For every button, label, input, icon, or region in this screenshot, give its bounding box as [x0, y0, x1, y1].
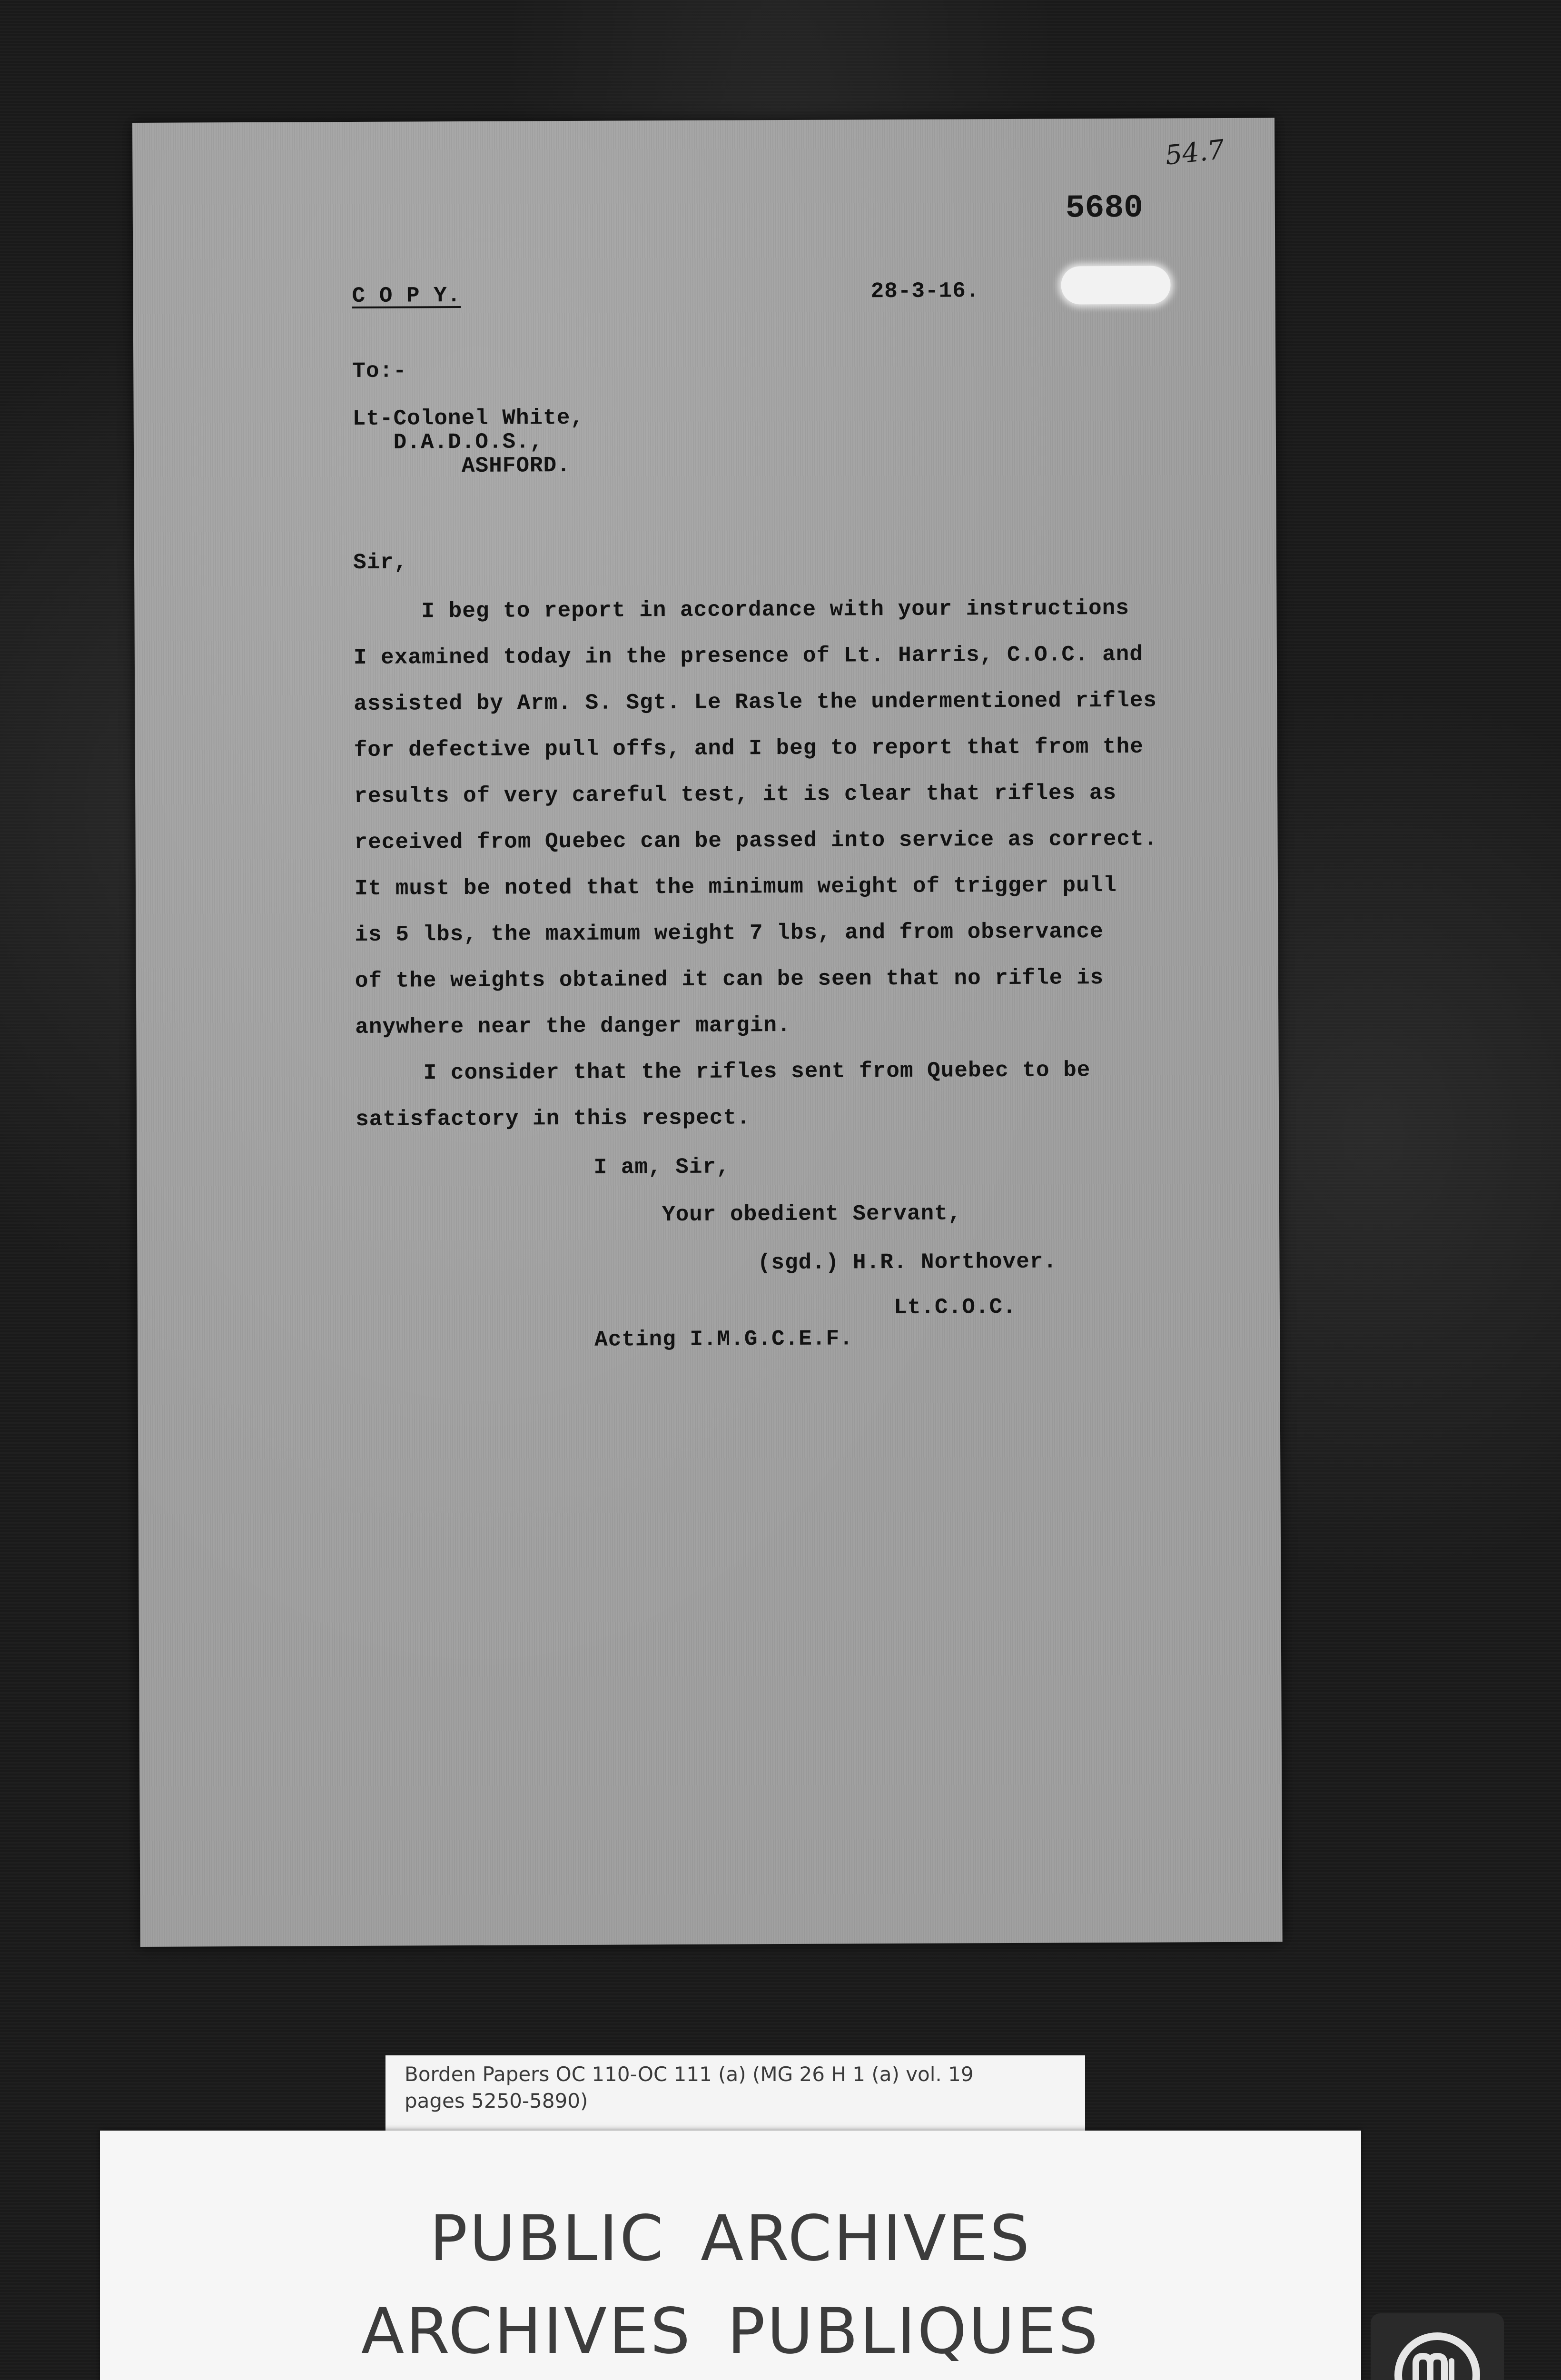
body-line: for defective pull offs, and I beg to report that from the [354, 734, 1144, 763]
copy-heading: C O P Y. [352, 283, 461, 308]
archives-card [100, 2131, 1361, 2380]
body-line: assisted by Arm. S. Sgt. Le Rasle the undermentioned rifles [354, 688, 1157, 716]
closing-line: Your obedient Servant, [593, 1201, 962, 1228]
addressee-line: Lt-Colonel White, [352, 405, 584, 431]
source-line: Borden Papers OC 110-OC 111 (a) (MG 26 H 1 (a) vol. 19 [405, 2063, 974, 2086]
body-line: I beg to report in accordance with your instructions [353, 595, 1130, 624]
body-line: is 5 lbs, the maximum weight 7 lbs, and from observance [355, 919, 1104, 947]
source-line: pages 5250-5890) [405, 2089, 588, 2112]
body-line: results of very careful test, it is clear that rifles as [354, 780, 1117, 809]
acting-title-line: Acting I.M.G.C.E.F. [594, 1326, 853, 1352]
source-reference-label [385, 2055, 1085, 2132]
archives-title-french: ARCHIVES PUBLIQUES [361, 2295, 1100, 2368]
body-line: I examined today in the presence of Lt. Harris, C.O.C. and [353, 642, 1144, 670]
body-line: satisfactory in this respect. [356, 1105, 751, 1132]
letter-sheet [132, 118, 1283, 1947]
salutation: Sir, [353, 550, 408, 575]
stamp-number: 5680 [1065, 189, 1144, 227]
rank-line: Lt.C.O.C. [594, 1294, 1017, 1321]
body-line: of the weights obtained it can be seen that no rifle is [355, 965, 1104, 993]
handwritten-reference: 54.7 [1164, 134, 1226, 171]
body-line: It must be noted that the minimum weight of trigger pull [354, 873, 1117, 901]
archives-title-english: PUBLIC ARCHIVES [429, 2202, 1032, 2275]
body-line: received from Quebec can be passed into service as correct. [354, 826, 1158, 855]
to-label: To:- [352, 358, 407, 384]
letter-date: 28-3-16. [870, 278, 980, 304]
body-line: I consider that the rifles sent from Quebec to be [355, 1058, 1091, 1086]
addressee-line: ASHFORD. [353, 453, 571, 479]
body-line: anywhere near the danger margin. [355, 1012, 791, 1040]
addressee-line: D.A.D.O.S., [352, 429, 543, 455]
closing-line: I am, Sir, [593, 1154, 730, 1180]
erased-mark [1061, 266, 1170, 304]
signature-line: (sgd.) H.R. Northover. [594, 1249, 1057, 1276]
archives-monogram-icon [1371, 2313, 1504, 2380]
